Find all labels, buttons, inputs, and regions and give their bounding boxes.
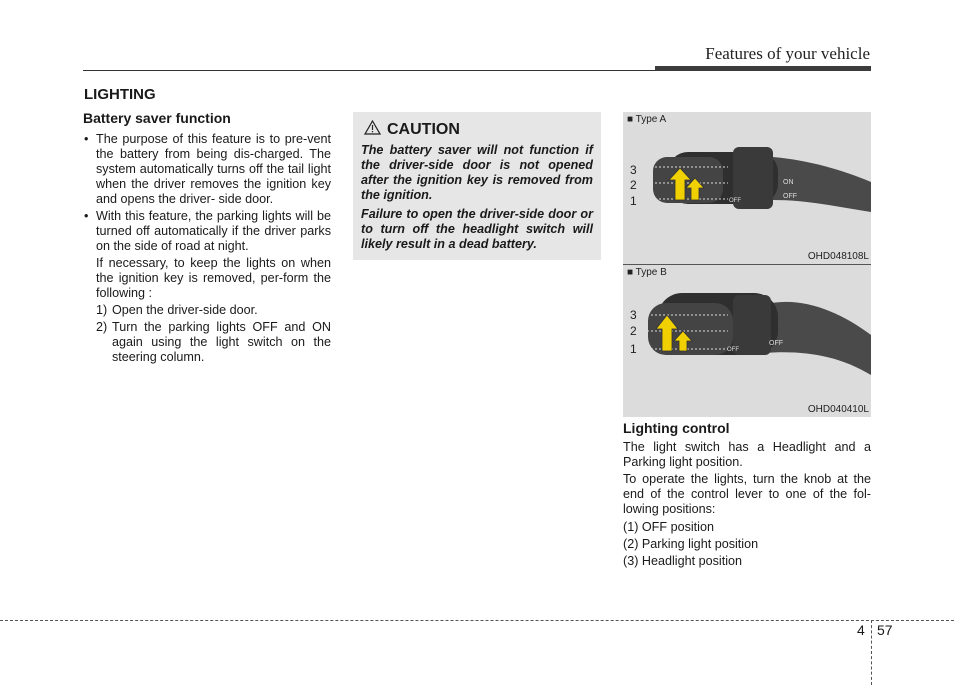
list-item: (1) OFF position xyxy=(623,520,714,534)
position-number-1: 1 xyxy=(630,342,637,356)
position-number-3: 3 xyxy=(630,163,637,177)
figure-code: OHD040410L xyxy=(807,404,869,415)
figure-label: ■ Type A xyxy=(627,114,667,125)
position-number-3: 3 xyxy=(630,308,637,322)
bullet-text: The purpose of this feature is to pre-vent the battery from being dis-charged. The system automatically turns off the tail light when the driver removes the ignition key and opens the driver- side door. xyxy=(96,132,331,206)
switch-label-on: ON xyxy=(783,179,794,186)
step-number: 1) xyxy=(96,303,108,317)
light-switch-illustration-a xyxy=(623,112,871,264)
position-number-1: 1 xyxy=(630,194,637,208)
chapter-number: 4 xyxy=(857,622,865,638)
footer-vertical-dashed-rule xyxy=(871,620,872,685)
switch-label-off: OFF xyxy=(783,193,797,200)
switch-label-off: OFF xyxy=(727,347,739,353)
step-text: Turn the parking lights OFF and ON again using the light switch on the steering column. xyxy=(112,320,331,364)
page-number: 57 xyxy=(877,622,893,638)
lighting-control-para-1: The light switch has a Headlight and a Parking light position. xyxy=(623,440,871,469)
step-number: 2) xyxy=(96,320,108,334)
position-number-2: 2 xyxy=(630,178,637,192)
switch-label-off: OFF xyxy=(769,340,783,347)
figure-label: ■ Type B xyxy=(627,267,667,278)
position-number-2: 2 xyxy=(630,324,637,338)
lighting-control-para-2: To operate the lights, turn the knob at the end of the control lever to one of the fol-lowing positions: xyxy=(623,472,871,516)
footer-dashed-rule xyxy=(0,620,954,621)
warning-triangle-icon xyxy=(364,120,381,140)
header-bar xyxy=(655,66,871,71)
figure-code: OHD048108L xyxy=(807,251,869,262)
light-switch-illustration-b xyxy=(623,265,871,417)
bullet-text: With this feature, the parking lights will be turned off automatically if the driver parks on the side of road at night. xyxy=(96,209,331,253)
list-item: (2) Parking light position xyxy=(623,537,759,551)
bullet-paragraph: If necessary, to keep the lights on when the ignition key is removed, per-form the following : xyxy=(96,256,331,300)
caution-text-2: Failure to open the driver-side door or to turn off the headlight switch will likely result in a dead battery. xyxy=(361,207,593,251)
battery-saver-body xyxy=(83,132,331,365)
step-text: Open the driver-side door. xyxy=(112,303,258,317)
list-item xyxy=(83,132,331,207)
list-item xyxy=(96,303,331,318)
list-item xyxy=(96,320,331,365)
steps-list xyxy=(83,303,331,365)
figure-type-b xyxy=(623,264,871,417)
list-item xyxy=(83,209,331,254)
list-item: (3) Headlight position xyxy=(623,554,743,568)
lighting-control-column xyxy=(623,420,871,570)
bullet-glyph: • xyxy=(84,209,89,223)
caution-header xyxy=(364,120,593,140)
battery-saver-title: Battery saver function xyxy=(83,110,231,126)
switch-label-off: OFF xyxy=(729,198,741,204)
lighting-control-title: Lighting control xyxy=(623,420,730,436)
caution-title: CAUTION xyxy=(387,121,460,138)
bullet-glyph: • xyxy=(84,132,89,146)
section-heading: LIGHTING xyxy=(84,86,156,103)
battery-saver-column xyxy=(83,110,331,367)
figure-type-a xyxy=(623,112,871,264)
caution-text-1: The battery saver will not function if the driver-side door is not opened after the ignition key is removed from the ignition. xyxy=(361,143,593,202)
page-header-title: Features of your vehicle xyxy=(705,44,870,63)
caution-box xyxy=(353,112,601,260)
